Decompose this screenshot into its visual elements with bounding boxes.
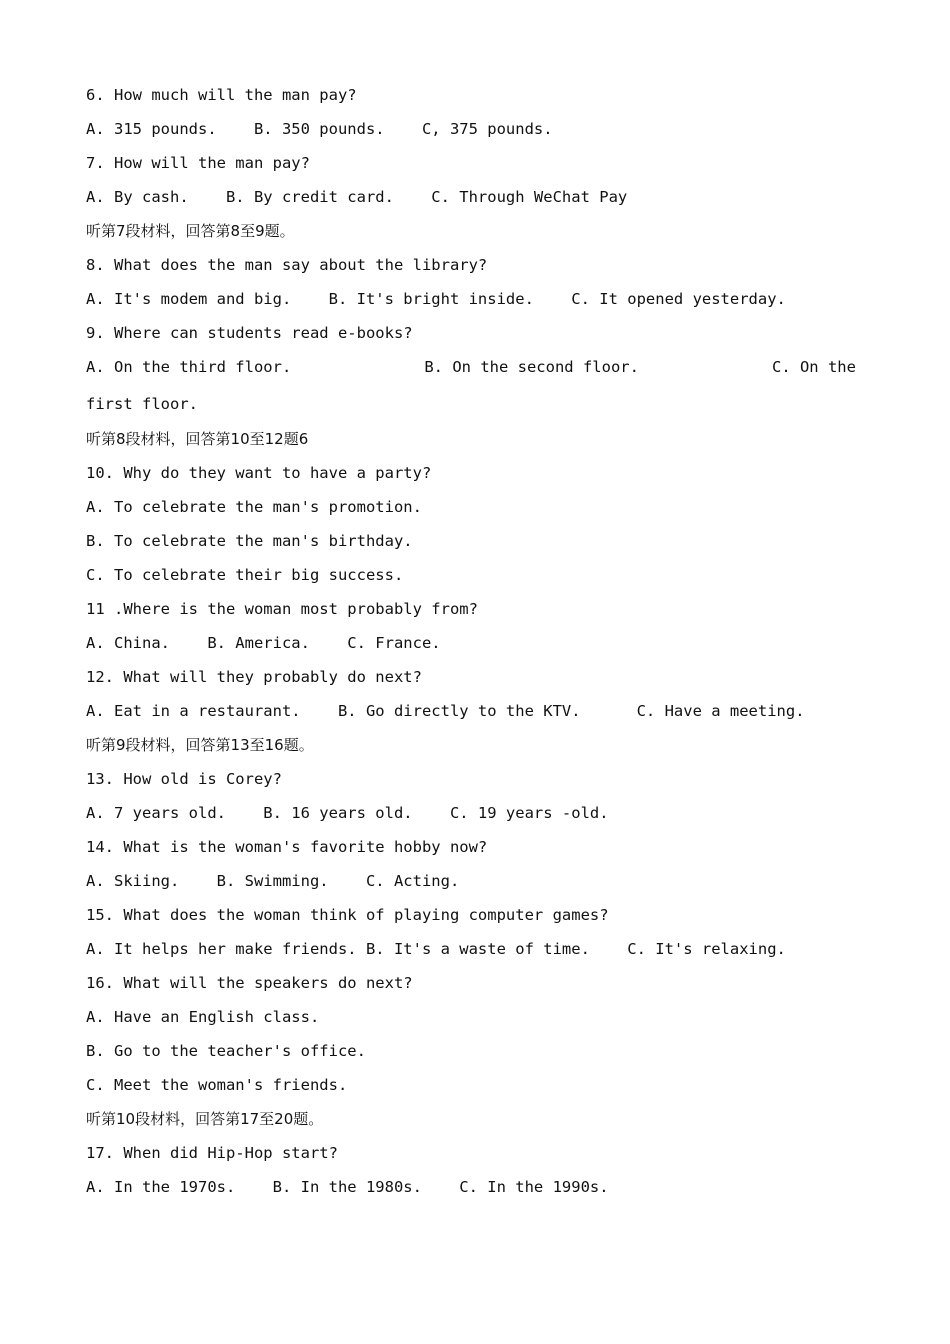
- options-11: A. China. B. America. C. France.: [86, 634, 441, 652]
- question-6: 6. How much will the man pay?: [86, 86, 357, 104]
- options-13: A. 7 years old. B. 16 years old. C. 19 years -old.: [86, 804, 609, 822]
- question-14: 14. What is the woman's favorite hobby now?: [86, 838, 488, 856]
- question-8: 8. What does the man say about the library?: [86, 256, 488, 274]
- worksheet-page: [86, 78, 866, 1204]
- options-7: A. By cash. B. By credit card. C. Through WeChat Pay: [86, 188, 628, 206]
- question-11: 11 .Where is the woman most probably from?: [86, 600, 478, 618]
- question-16: 16. What will the speakers do next?: [86, 974, 413, 992]
- options-6: A. 315 pounds. B. 350 pounds. C, 375 pounds.: [86, 120, 553, 138]
- options-8: A. It's modem and big. B. It's bright inside. C. It opened yesterday.: [86, 290, 786, 308]
- question-15: 15. What does the woman think of playing computer games?: [86, 906, 609, 924]
- section-heading-10: 听第10段材料，回答第17至20题。: [86, 1110, 324, 1128]
- option-9b: B. On the second floor.: [424, 358, 639, 376]
- question-12: 12. What will they probably do next?: [86, 668, 422, 686]
- section-heading-9: 听第9段材料，回答第13至16题。: [86, 736, 314, 754]
- option-10a: A. To celebrate the man's promotion.: [86, 498, 422, 516]
- option-16b: B. Go to the teacher's office.: [86, 1042, 366, 1060]
- question-10: 10. Why do they want to have a party?: [86, 464, 432, 482]
- option-16a: A. Have an English class.: [86, 1008, 320, 1026]
- question-13: 13. How old is Corey?: [86, 770, 282, 788]
- option-16c: C. Meet the woman's friends.: [86, 1076, 348, 1094]
- options-15: A. It helps her make friends. B. It's a waste of time. C. It's relaxing.: [86, 940, 786, 958]
- options-9: [86, 350, 856, 384]
- option-10b: B. To celebrate the man's birthday.: [86, 532, 413, 550]
- options-12: A. Eat in a restaurant. B. Go directly to the KTV. C. Have a meeting.: [86, 702, 805, 720]
- option-10c: C. To celebrate their big success.: [86, 566, 404, 584]
- question-9: 9. Where can students read e-books?: [86, 324, 413, 342]
- section-heading-7: 听第7段材料，回答第8至9题。: [86, 222, 295, 240]
- options-17: A. In the 1970s. B. In the 1980s. C. In the 1990s.: [86, 1178, 609, 1196]
- option-9c: C. On the: [771, 358, 856, 376]
- question-17: 17. When did Hip-Hop start?: [86, 1144, 338, 1162]
- option-9a: A. On the third floor.: [86, 358, 292, 376]
- section-heading-8: 听第8段材料，回答第10至12题6: [86, 430, 309, 448]
- question-7: 7. How will the man pay?: [86, 154, 310, 172]
- options-14: A. Skiing. B. Swimming. C. Acting.: [86, 872, 460, 890]
- options-9-continued: first floor.: [86, 395, 198, 413]
